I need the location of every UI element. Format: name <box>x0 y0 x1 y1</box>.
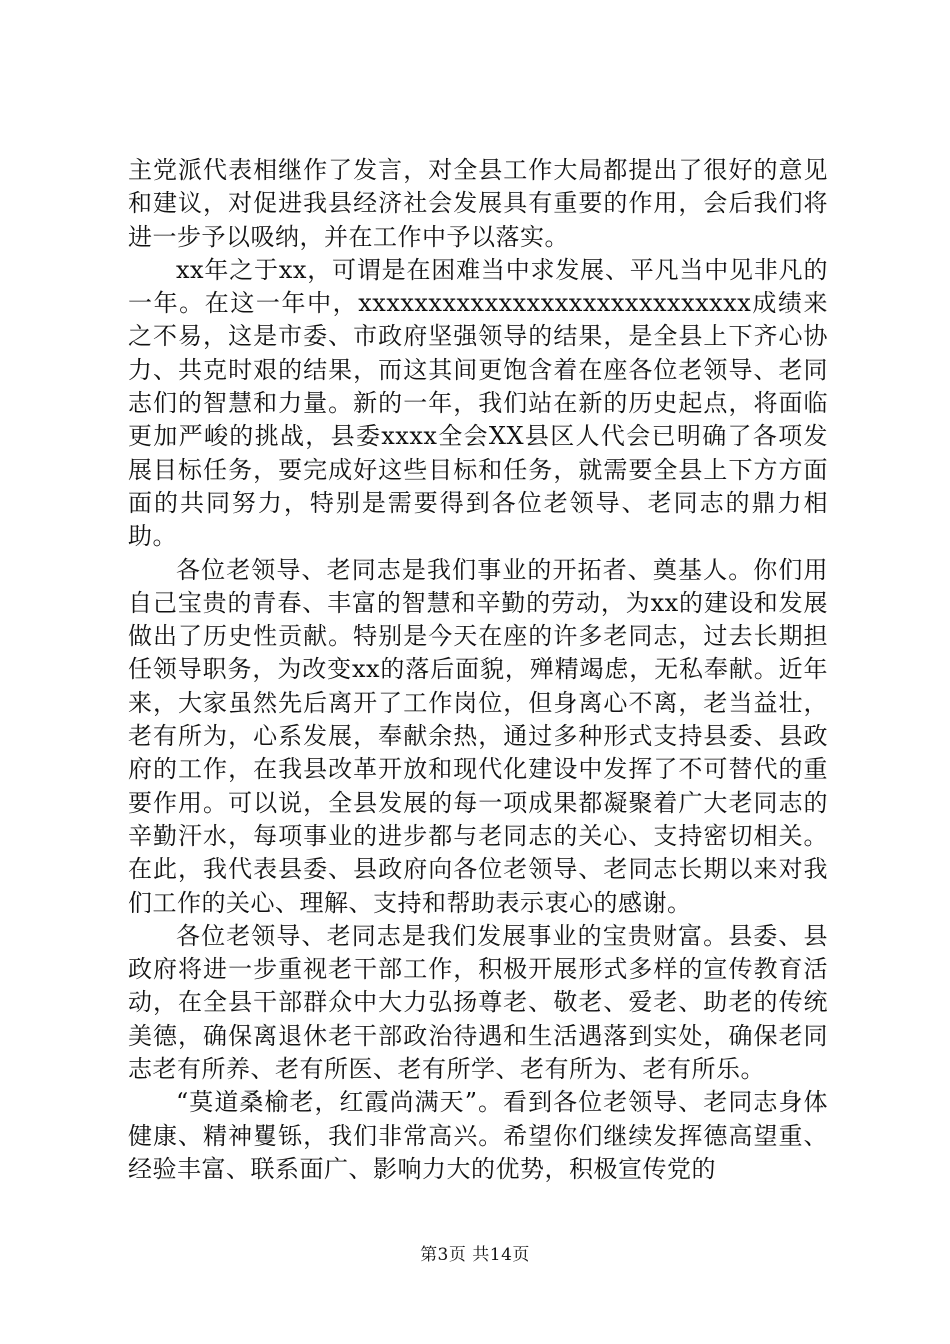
paragraph-2: xx年之于xx，可谓是在困难当中求发展、平凡当中见非凡的一年。在这一年中，xxxxxxxxxxxxxxxxxxxxxxxxxxxx成绩来之不易，这是市委、市政府坚强领导的结果，是全县上下齐心协力、共克时艰的结果，而这其间更饱含着在座各位老领导、老同志们的智慧和力量。新的一年，我们站在新的历史起点，将面临更加严峻的挑战，县委xxxx全会XX县区人代会已明确了各项发展目标任务，要完成好这些目标和任务，就需要全县上下方方面面的共同努力，特别是需要得到各位老领导、老同志的鼎力相助。 <box>128 255 828 551</box>
paragraph-5: “莫道桑榆老，红霞尚满天”。看到各位老领导、老同志身体健康、精神矍铄，我们非常高兴。希望你们继续发挥德高望重、经验丰富、联系面广、影响力大的优势，积极宣传党的 <box>128 1088 828 1183</box>
paragraph-3: 各位老领导、老同志是我们事业的开拓者、奠基人。你们用自己宝贵的青春、丰富的智慧和辛勤的劳动，为xx的建设和发展做出了历史性贡献。特别是今天在座的许多老同志，过去长期担任领导职务，为改变xx的落后面貌，殚精竭虑，无私奉献。近年来，大家虽然先后离开了工作岗位，但身离心不离，老当益壮，老有所为，心系发展，奉献余热，通过多种形式支持县委、县政府的工作，在我县改革开放和现代化建设中发挥了不可替代的重要作用。可以说，全县发展的每一项成果都凝聚着广大老同志的辛勤汗水，每项事业的进步都与老同志的关心、支持密切相关。在此，我代表县委、县政府向各位老领导、老同志长期以来对我们工作的关心、理解、支持和帮助表示衷心的感谢。 <box>128 555 828 917</box>
page-number-footer: 第3页 共14页 <box>420 1245 530 1265</box>
document-body <box>128 154 828 1186</box>
paragraph-4: 各位老领导、老同志是我们发展事业的宝贵财富。县委、县政府将进一步重视老干部工作，积极开展形式多样的宣传教育活动，在全县干部群众中大力弘扬尊老、敬老、爱老、助老的传统美德，确保离退休老干部政治待遇和生活遇落到实处，确保老同志老有所养、老有所医、老有所学、老有所为、老有所乐。 <box>128 921 828 1084</box>
paragraph-1: 主党派代表相继作了发言，对全县工作大局都提出了很好的意见和建议，对促进我县经济社会发展具有重要的作用，会后我们将进一步予以吸纳，并在工作中予以落实。 <box>128 156 828 251</box>
